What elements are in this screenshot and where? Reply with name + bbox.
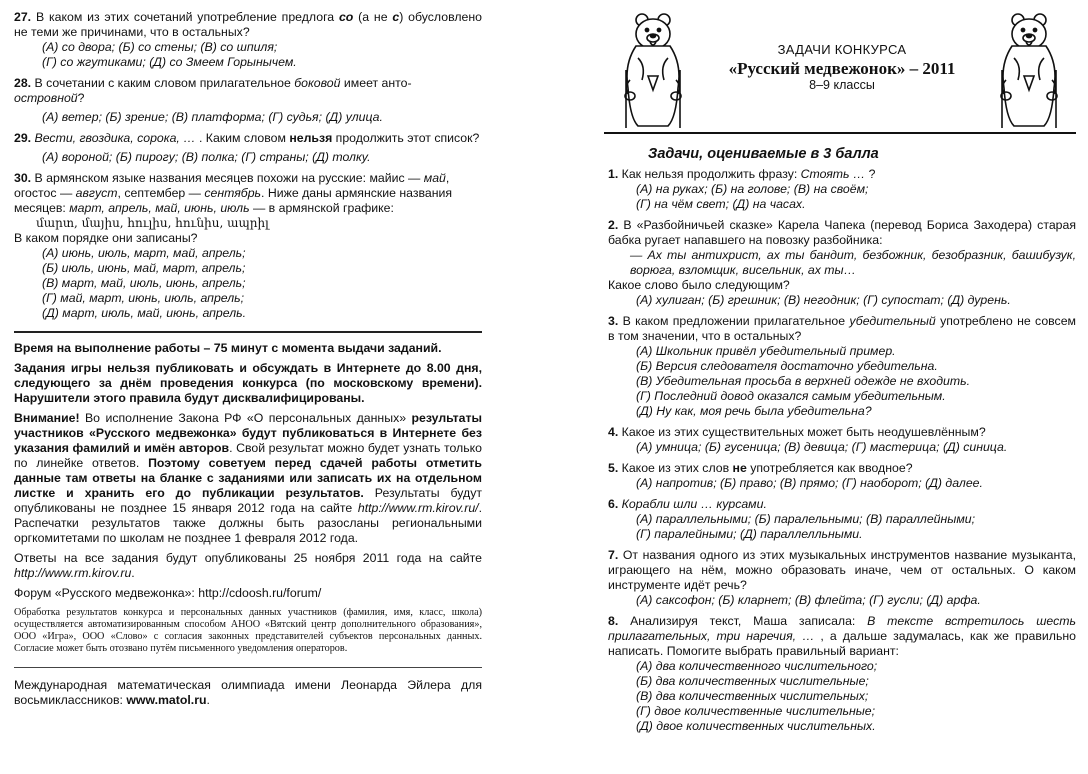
contest-header [608, 8, 1076, 134]
question-8-option: (А) два количественного числительного; [636, 659, 878, 673]
question-3-option: (А) Школьник привёл убедительный пример. [636, 344, 896, 358]
right-column [608, 147, 1076, 734]
question-8-option: (Д) двое количественных числительных. [636, 719, 876, 733]
question-30-option: (Б) июль, июнь, май, март, апрель; [42, 261, 246, 275]
question-3: 3. В каком предложении прилагательное убедительный употреблено не совсем в том значении, что в остальных? (А) Школьник привёл убедительный пример. (Б) Версия следователя достаточно убедительна. (В) Убедительная просьба в верхней одежде не входить. (Г) Последний довод оказался самым убедительным. (Д) Ну как, моя речь была убедительна? [608, 314, 1076, 418]
divider [14, 667, 482, 668]
results-link[interactable]: http://www.rm.kirov.ru/ [357, 501, 479, 515]
question-27: 27. В каком из этих сочетаний употребление предлога со (а не с) обусловлено не теми же причинами, что в остальных? (А) со двора; (Б) со стены; (В) со шпиля; (Г) со жгутиками; (Д) со Змеем Горынычем. [14, 10, 482, 69]
header-grades: 8–9 классы [809, 78, 875, 92]
question-5-options: (А) напротив; (Б) право; (В) прямо; (Г) наоборот; (Д) далее. [636, 476, 983, 490]
question-30-option: (Г) май, март, июнь, июль, апрель; [42, 291, 245, 305]
header-title: «Русский медвежонок» – 2011 [728, 59, 956, 78]
question-1: 1. Как нельзя продолжить фразу: Стоять … ? (А) на руках; (Б) на голове; (В) на своём; (Г) на чём свет; (Д) на часах. [608, 167, 1076, 212]
forum-link[interactable]: Форум «Русского медвежонка»: http://cdoosh.ru/forum/ [14, 586, 322, 600]
answers-notice: Ответы на все задания будут опубликованы 25 ноября 2011 года на сайте http://www.rm.kirov.ru. [14, 551, 482, 580]
question-1-options-2: (Г) на чём свет; (Д) на часах. [636, 197, 806, 211]
question-6-options-2: (Г) паралейными; (Д) параллелльными. [636, 527, 863, 541]
answers-link[interactable]: http://www.rm.kirov.ru [14, 566, 132, 580]
question-6-options-1: (А) параллельными; (Б) паралельными; (В) параллейными; [636, 512, 976, 526]
olympiad-notice: Международная математическая олимпиада имени Леонарда Эйлера для восьмиклассников: www.matol.ru. [14, 678, 482, 707]
question-8-option: (Г) двое количественные числительные; [636, 704, 876, 718]
question-8-option: (В) два количественных числительных; [636, 689, 869, 703]
question-5: 5. Какое из этих слов не употребляется как вводное? (А) напротив; (Б) право; (В) прямо; (Г) наоборот; (Д) далее. [608, 461, 1076, 491]
question-4-options: (А) умница; (Б) гусеница; (В) девица; (Г) мастерица; (Д) синица. [636, 440, 1008, 454]
contest-title [728, 42, 956, 93]
header-rule [604, 132, 1076, 134]
question-7: 7. От названия одного из этих музыкальных инструментов название музыканта, играющего на нём, можно образовать иначе, чем от остальных. О каком инструменте идёт речь? (А) саксофон; (Б) кларнет; (В) флейта; (Г) гусли; (Д) арфа. [608, 548, 1076, 607]
question-3-option: (Г) Последний довод оказался самым убедительным. [636, 389, 946, 403]
data-processing-note: Обработка результатов конкурса и персональных данных участников (фамилия, имя, класс, школа) осуществляется автоматизированным способом АНОО «Вятский центр дополнительного образования», ООО «Игра», ООО «Слово» с согласия законных представителей субъектов персональных данных. Согласие может быть отозвано путём письменного уведомления операторов. [14, 607, 482, 654]
bear-mascot-icon [994, 8, 1064, 130]
question-30-prompt: В каком порядке они записаны? [14, 231, 198, 245]
question-2: 2. В «Разбойничьей сказке» Карела Чапека (перевод Бориса Заходера) старая бабка ругает напавшего на повозку разбойника: — Ах ты антихрист, ах ты бандит, безбожник, безобразник, башибузук, ворюга, взломщик, висельник, ах ты… Какое слово было следующим? (А) хулиган; (Б) грешник; (В) негодник; (Г) супостат; (Д) дурень. [608, 218, 1076, 307]
question-3-option: (В) Убедительная просьба в верхней одежде не входить. [636, 374, 970, 388]
question-2-options: (А) хулиган; (Б) грешник; (В) негодник; (Г) супостат; (Д) дурень. [636, 293, 1011, 307]
time-notice: Время на выполнение работы – 75 минут с момента выдачи заданий. [14, 341, 442, 355]
question-2-quote: — Ах ты антихрист, ах ты бандит, безбожник, безобразник, башибузук, ворюга, взломщик, висельник, ах ты… [630, 248, 1076, 277]
publication-rule: Задания игры нельзя публиковать и обсуждать в Интернете до 8.00 дня, следующего за днём проведения конкурса (по московскому времени). Нарушители этого правила будут дисквалифицированы. [14, 361, 482, 405]
question-8-option: (Б) два количественных числительные; [636, 674, 869, 688]
question-28-options: (А) ветер; (Б) зрение; (В) платформа; (Г) судья; (Д) улица. [42, 110, 383, 124]
question-30-option: (Д) март, июль, май, июнь, апрель. [42, 306, 247, 320]
question-3-option: (Д) Ну как, моя речь была убедительна? [636, 404, 872, 418]
question-6: 6. Корабли шли … курсами. (А) параллельными; (Б) паралельными; (В) параллейными; (Г) паралейными; (Д) параллелльными. [608, 497, 1076, 542]
question-4: 4. Какое из этих существительных может быть неодушевлённым? (А) умница; (Б) гусеница; (В) девица; (Г) мастерица; (Д) синица. [608, 425, 1076, 455]
question-29-options: (А) вороной; (Б) пирогу; (В) полка; (Г) страны; (Д) толку. [42, 150, 371, 164]
question-30-option: (А) июнь, июль, март, май, апрель; [42, 246, 246, 260]
question-3-option: (Б) Версия следователя достаточно убедительна. [636, 359, 938, 373]
header-subtitle: ЗАДАЧИ КОНКУРСА [777, 42, 907, 57]
question-30-option: (В) март, май, июль, июнь, апрель; [42, 276, 246, 290]
question-28: 28. В сочетании с каким словом прилагательное боковой имеет анто- островной? (А) ветер; (Б) зрение; (В) платформа; (Г) судья; (Д) улица. [14, 76, 482, 125]
question-7-options: (А) саксофон; (Б) кларнет; (В) флейта; (Г) гусли; (Д) арфа. [636, 593, 981, 607]
left-column [14, 0, 482, 708]
bear-mascot-icon [618, 8, 688, 130]
question-27-options-2: (Г) со жгутиками; (Д) со Змеем Горынычем. [42, 55, 297, 69]
question-8: 8. Анализируя текст, Маша записала: В тексте встретилось шесть прилагательных, три наречия, … , а дальше задумалась, как же правильно написать. Помогите выбрать правильный вариант: (А) два количественного числительного; (Б) два количественных числительные; (В) два количественных числительных; (Г) двое количественные числительные; (Д) двое количественных числительных. [608, 614, 1077, 733]
armenian-months: մարտ, մայիս, հուլիս, հունիս, ապրիլ [36, 216, 269, 230]
question-2-prompt: Какое слово было следующим? [608, 278, 790, 292]
question-30: 30. В армянском языке названия месяцев похожи на русские: майис — май, огостос — август, септембер — сентябрь. Ниже даны армянские названия месяцев: март, апрель, май, июнь, июль — в армянской графике: մարտ, մայիս, հուլիս, հունիս, ապրիլ В каком порядке они записаны? (А) июнь, июль, март, май, апрель; (Б) июль, июнь, май, март, апрель; (В) март, май, июль, июнь, апрель; (Г) май, март, июнь, июль, апрель; (Д) март, июль, май, июнь, апрель. [14, 171, 482, 321]
question-1-options-1: (А) на руках; (Б) на голове; (В) на своём; [636, 182, 869, 196]
question-27-options-1: (А) со двора; (Б) со стены; (В) со шпиля; [42, 40, 278, 54]
section-heading: Задачи, оцениваемые в 3 балла [648, 146, 879, 162]
question-29: 29. Вести, гвоздика, сорока, … . Каким словом нельзя продолжить этот список? (А) вороной; (Б) пирогу; (В) полка; (Г) страны; (Д) толку. [14, 131, 482, 165]
divider [14, 331, 482, 333]
olympiad-link[interactable]: www.matol.ru [126, 693, 207, 707]
attention-notice: Внимание! Во исполнение Закона РФ «О персональных данных» результаты участников «Русского медвежонка» будут публиковаться в Интернете без указания фамилий и имён авторов. Свой результат можно будет узнать только по линейке ответов. Поэтому советуем перед сдачей работы отметить данные там ответы на бланке с заданиями или записать их на отдельном листке и хранить его до публикации результатов. Результаты будут опубликованы не позднее 15 января 2012 года на сайте http://www.rm.kirov.ru/. Распечатки результатов также должны быть разосланы региональными оргкомитетами по школам не позднее 1 февраля 2012 года. [14, 411, 482, 545]
